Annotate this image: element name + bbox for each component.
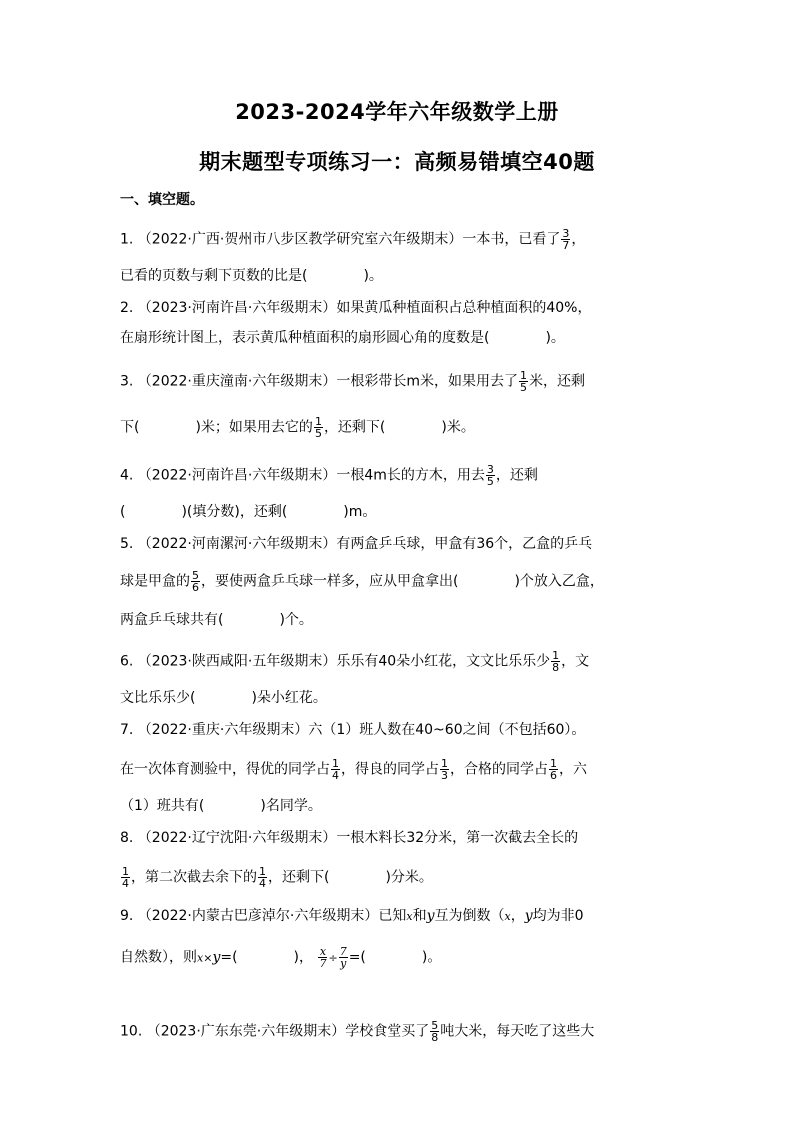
question-7-line-2: 在一次体育测验中，得优的同学占 $\frac{1}{4}$ ，得良的同学占 $\frac{1}{3}$ ，合格的同学占 $\frac{1}{6}$ ，六 bbox=[120, 757, 587, 782]
question-9-line-1: 9. （2022·内蒙古巴彦淖尔·六年级期末）已知x和y互为倒数（x，y均为非0 bbox=[120, 908, 584, 924]
question-2-line-2: 在扇形统计图上，表示黄瓜种植面积的扇形圆心角的度数是( )。 bbox=[120, 330, 565, 346]
question-7-line-3: （1）班共有( )名同学。 bbox=[120, 798, 322, 814]
fraction: $\frac{1}{4}$ bbox=[122, 865, 129, 890]
fraction: $\frac{1}{4}$ bbox=[259, 865, 266, 890]
fraction: $\frac{5}{8}$ bbox=[431, 1019, 439, 1044]
fraction: $\frac{1}{8}$ bbox=[552, 649, 560, 674]
question-4-line-1: 4. （2022·河南许昌·六年级期末）一根4m长的方木，用去 $\frac{3}{5}$ ，还剩 bbox=[120, 463, 538, 488]
question-5-line-1: 5. （2022·河南漯河·六年级期末）有两盒乒乓球，甲盒有36个，乙盒的乒乓 bbox=[120, 536, 593, 552]
question-2-line-1: 2. （2023·河南许昌·六年级期末）如果黄瓜种植面积占总种植面积的40%， bbox=[120, 300, 592, 316]
question-1-line-1: 1. （2022·广西·贺州市八步区教学研究室六年级期末）一本书，已看了 $\frac{3}{7}$ ， bbox=[120, 227, 586, 252]
fraction: $\frac{1}{5}$ bbox=[314, 415, 322, 440]
fraction: $\frac{7}{y}$ bbox=[339, 945, 347, 970]
question-3-line-1: 3. （2022·重庆潼南·六年级期末）一根彩带长m米，如果用去了 $\frac{1}{5}$ 米，还剩 bbox=[120, 369, 585, 394]
question-7-line-1: 7. （2022·重庆·六年级期末）六（1）班人数在40~60之间（不包括60）。 bbox=[120, 722, 586, 738]
question-8-line-1: 8. （2022·辽宁沈阳·六年级期末）一根木料长32分米，第一次截去全长的 bbox=[120, 830, 579, 846]
question-6-line-2: 文比乐乐少( )朵小红花。 bbox=[120, 690, 327, 706]
question-1-line-2: 已看的页数与剩下页数的比是( )。 bbox=[120, 268, 383, 284]
question-10-line-1: 10. （2023·广东东莞·六年级期末）学校食堂买了 $\frac{5}{8}$ 吨大米，每天吃了这些大 bbox=[120, 1019, 595, 1044]
question-9-line-2: 自然数），则x×y=( )， $\frac{x}{7}$ ÷ $\frac{7}{y}$ =( )。 bbox=[120, 945, 442, 970]
fraction: $\frac{1}{4}$ bbox=[332, 757, 339, 782]
fraction: $\frac{x}{7}$ bbox=[319, 945, 327, 970]
section-heading: 一、填空题。 bbox=[120, 192, 204, 208]
question-8-line-2: $\frac{1}{4}$ ，第二次截去余下的 $\frac{1}{4}$ ，还剩下( )分米。 bbox=[122, 865, 433, 890]
fraction: $\frac{5}{6}$ bbox=[192, 569, 199, 594]
title-line-2: 期末题型专项练习一：高频易错填空40题 bbox=[199, 150, 595, 174]
fraction: $\frac{1}{5}$ bbox=[519, 369, 527, 394]
question-6-line-1: 6. （2023·陕西咸阳·五年级期末）乐乐有40朵小红花，文文比乐乐少 $\frac{1}{8}$ ，文 bbox=[120, 649, 590, 674]
fraction: $\frac{1}{6}$ bbox=[550, 757, 557, 782]
question-5-line-2: 球是甲盒的 $\frac{5}{6}$ ，要使两盒乒乓球一样多，应从甲盒拿出( )个放入乙盒， bbox=[120, 569, 604, 594]
title-line-1: 2023-2024学年六年级数学上册 bbox=[235, 100, 559, 124]
fraction: $\frac{3}{7}$ bbox=[562, 227, 570, 252]
question-3-line-2: 下( )米；如果用去它的 $\frac{1}{5}$ ，还剩下( )米。 bbox=[120, 415, 475, 440]
fraction: $\frac{3}{5}$ bbox=[486, 463, 494, 488]
fraction: $\frac{1}{3}$ bbox=[441, 757, 448, 782]
question-5-line-3: 两盒乒乓球共有( )个。 bbox=[120, 612, 313, 628]
question-4-line-2: ( )(填分数)，还剩( )m。 bbox=[120, 504, 377, 520]
